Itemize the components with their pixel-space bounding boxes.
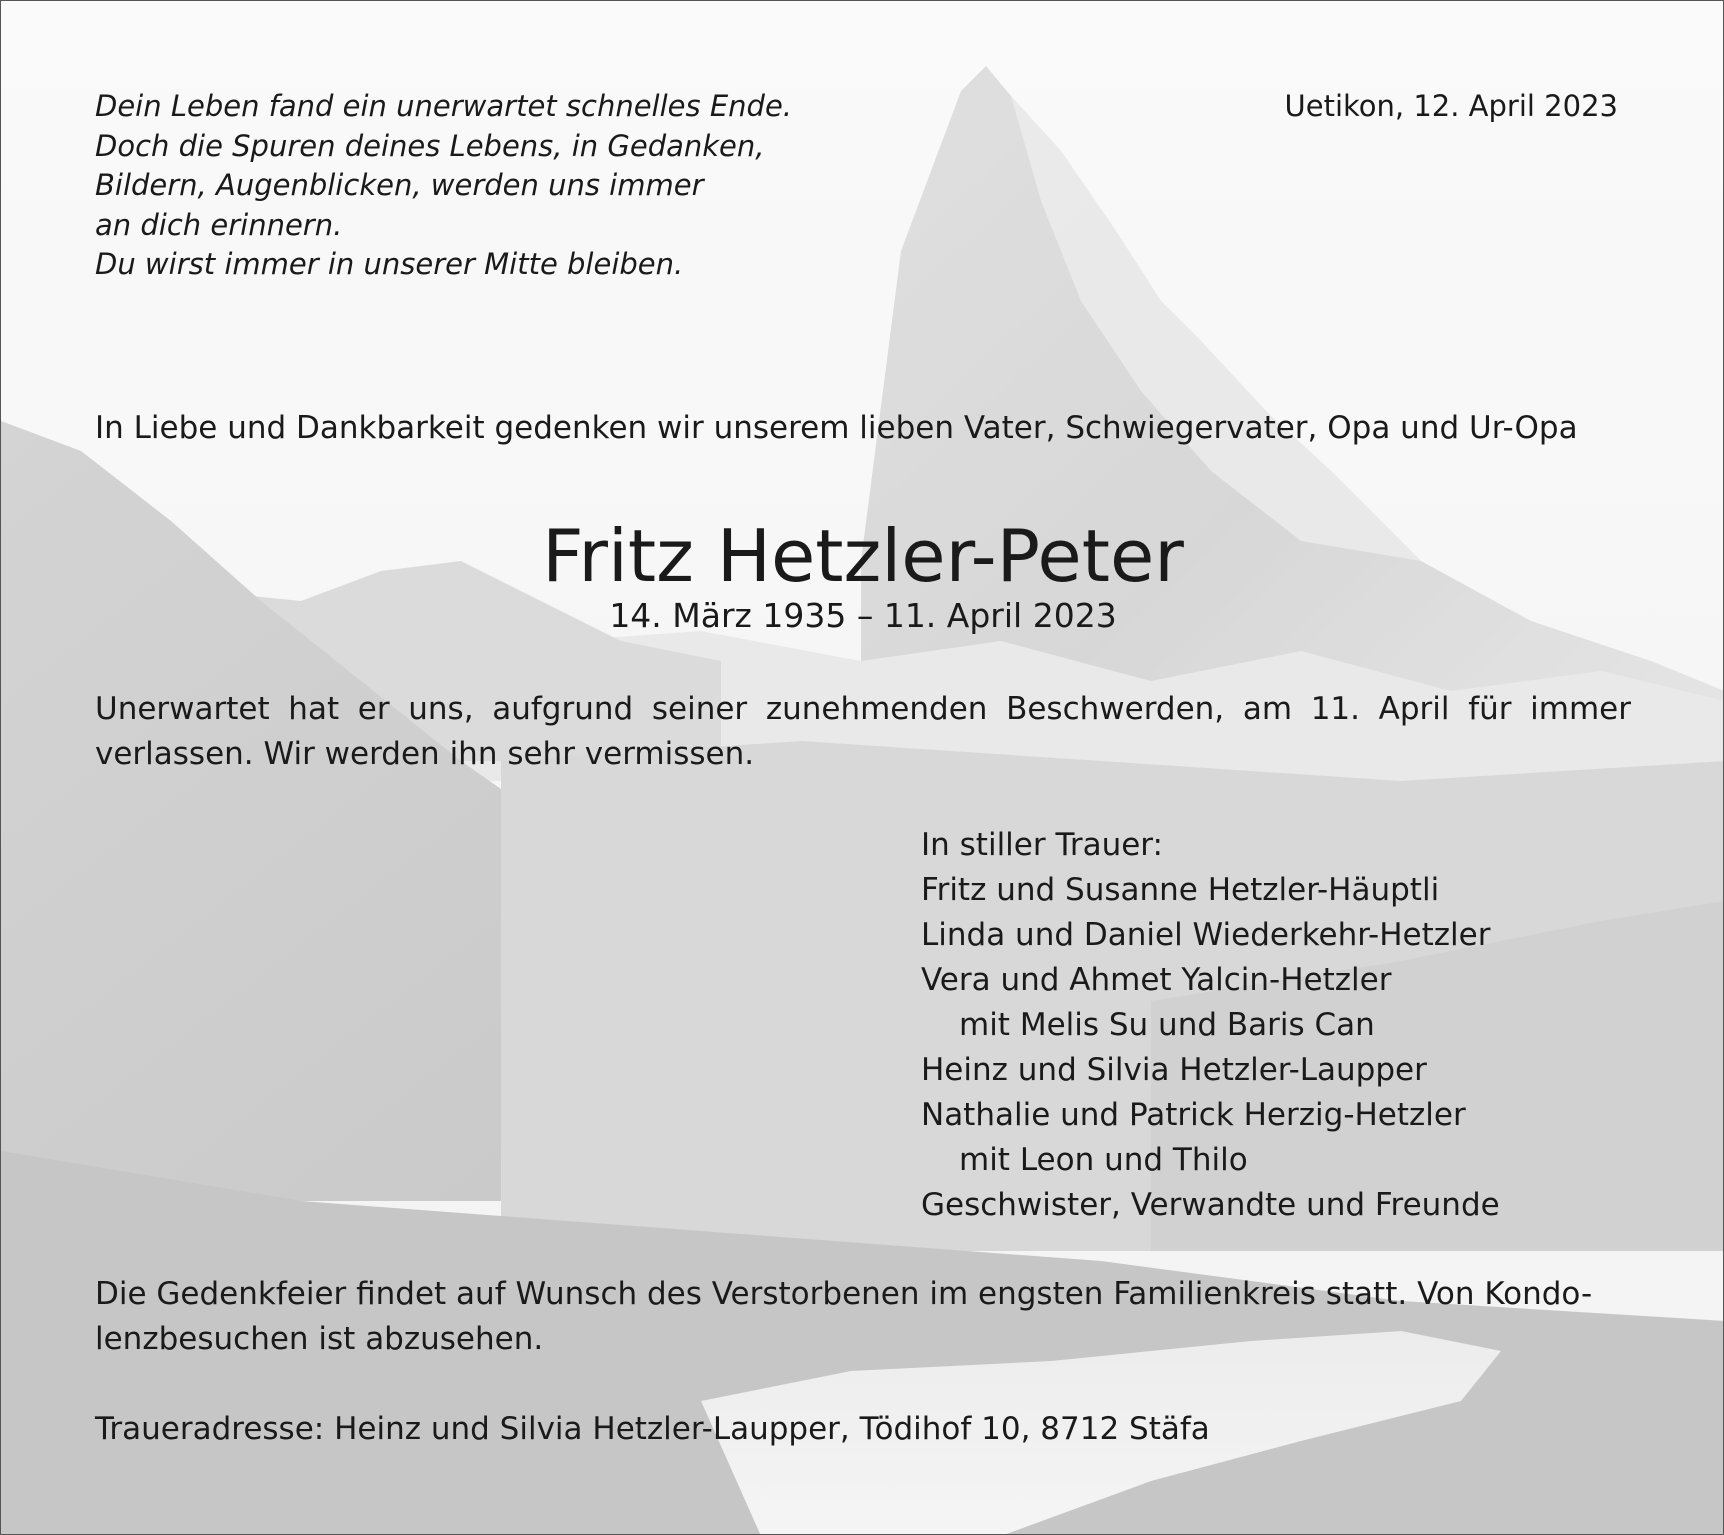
quote-line: an dich erinnern. xyxy=(95,207,343,242)
farewell-message: Unerwartet hat er uns, aufgrund seiner zunehmenden Beschwerden, am 11. April für immer verlassen. Wir werden ihn sehr vermissen. xyxy=(95,691,1631,772)
intro-text: In Liebe und Dankbarkeit gedenken wir unserem lieben Vater, Schwiegervater, Opa und Ur-Opa xyxy=(95,410,1578,446)
place-and-date: Uetikon, 12. April 2023 xyxy=(1284,89,1618,123)
mourner-line: Nathalie und Patrick Herzig-Hetzler xyxy=(921,1097,1466,1133)
mourner-line: Vera und Ahmet Yalcin-Hetzler xyxy=(921,962,1392,998)
mourner-line-children: mit Melis Su und Baris Can xyxy=(959,1007,1375,1043)
ceremony-line: lenzbesuchen ist abzusehen. xyxy=(95,1321,544,1357)
deceased-name: Fritz Hetzler-Peter xyxy=(542,514,1184,598)
mourners-list xyxy=(921,823,1641,1228)
quote-line: Du wirst immer in unserer Mitte bleiben. xyxy=(95,247,684,281)
ceremony-line: Die Gedenkfeier findet auf Wunsch des Verstorbenen im engsten Familienkreis statt. Von Kondo- xyxy=(95,1276,1593,1312)
life-dates: 14. März 1935 – 11. April 2023 xyxy=(609,596,1117,635)
mourning-address: Traueradresse: Heinz und Silvia Hetzler-Laupper, Tödihof 10, 8712 Stäfa xyxy=(95,1411,1210,1447)
quote-line: Doch die Spuren deines Lebens, in Gedanken, xyxy=(95,128,765,163)
ceremony-notice xyxy=(95,1272,1631,1362)
mourner-line: Linda und Daniel Wiederkehr-Hetzler xyxy=(921,917,1491,953)
mourners-heading: In stiller Trauer: xyxy=(921,827,1163,863)
quote-line: Bildern, Augenblicken, werden uns immer xyxy=(95,168,704,202)
mourner-line: Heinz und Silvia Hetzler-Laupper xyxy=(921,1052,1427,1088)
memorial-quote xyxy=(95,87,855,285)
mourner-line: Geschwister, Verwandte und Freunde xyxy=(921,1187,1500,1223)
mourner-line: Fritz und Susanne Hetzler-Häuptli xyxy=(921,872,1440,908)
quote-line: Dein Leben fand ein unerwartet schnelles Ende. xyxy=(95,89,793,123)
mourner-line-children: mit Leon und Thilo xyxy=(959,1142,1248,1178)
